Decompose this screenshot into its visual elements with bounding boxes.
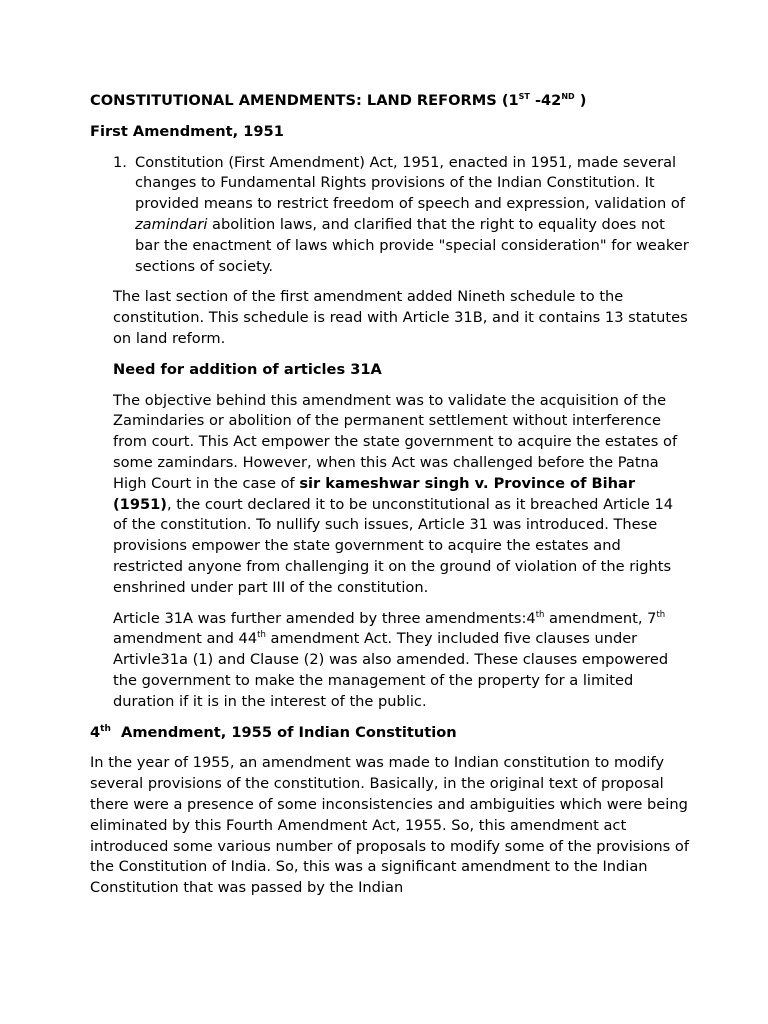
list-item-text-a: Constitution (First Amendment) Act, 1951, enacted in 1951, made several changes to Fundamental Rights provisions of the Indian Constitution. It provided means to restrict freedom of speech and expression, validation of [135,153,685,213]
paragraph-text: amendment and 44 [113,630,258,648]
superscript: th [257,630,266,641]
list-item [90,153,690,278]
title-text-mid: -42 [529,92,562,109]
paragraph-text-b: , the court declared it to be unconstitutional as it breached Article 14 of the constitution. To nullify such issues, Article 31 was introduced. These provisions empower the state government to acquire the estates and restricted anyone from challenging it on the ground of violation of the rights enshrined under part III of the constitution. [113,495,674,596]
ninth-schedule-paragraph: The last section of the first amendment added Nineth schedule to the constitution. This schedule is read with Article 31B, and it contains 13 statutes on land reform. [113,288,688,347]
paragraph-text: amendment Act. They included five clauses under Artivle31a (1) and Clause (2) was also amended. These clauses empowered the government to make the management of the property for a limited duration if it is in the interest of the public. [113,630,669,710]
title-text-end: ) [574,92,587,109]
paragraph-text: Article 31A was further amended by three amendments:4 [113,609,536,627]
fourth-amendment-paragraph: In the year of 1955, an amendment was made to Indian constitution to modify several provisions of the constitution. Basically, in the original text of proposal there were a presence of some inconsistencies and ambiguities which were being eliminated by this Fourth Amendment Act, 1955. So, this amendment act introduced some various number of proposals to modify some of the provisions of the Constitution of India. So, this was a significant amendment to the Indian Constitution that was passed by the Indian [90,754,689,897]
article-31a-paragraph [113,391,690,599]
list-item-text-b: abolition laws, and clarified that the right to equality does not bar the enactment of laws which provide "special consideration" for weaker sections of society. [135,215,689,275]
heading-superscript: th [100,723,111,734]
heading-number: 4 [90,723,101,741]
fourth-amendment-heading [90,723,690,744]
document-title [90,91,690,112]
superscript: th [656,609,666,620]
superscript: th [535,609,545,620]
article-31a-heading: Need for addition of articles 31A [113,360,382,378]
paragraph-text: amendment, 7 [544,609,657,627]
paragraph-text-a: The objective behind this amendment was to validate the acquisition of the Zamindaries or abolition of the permanent settlement without interference from court. This Act empower the state government to acquire the estates of some zamindars. However, when this Act was challenged before the Patna High Court in the case of [113,391,678,492]
document-body [90,91,690,909]
heading-text: Amendment, 1955 of Indian Constitution [110,723,457,741]
title-superscript-nd: ND [561,92,575,101]
title-superscript-st: ST [518,92,530,101]
first-amendment-heading: First Amendment, 1951 [90,122,284,140]
list-item-number: 1. [113,153,127,171]
case-citation: sir kameshwar singh v. Province of Bihar (1951) [113,474,636,513]
title-text: CONSTITUTIONAL AMENDMENTS: LAND REFORMS (1 [90,92,519,109]
article-31a-amendments-paragraph [113,609,690,713]
list-item-italic: zamindari [135,215,208,233]
